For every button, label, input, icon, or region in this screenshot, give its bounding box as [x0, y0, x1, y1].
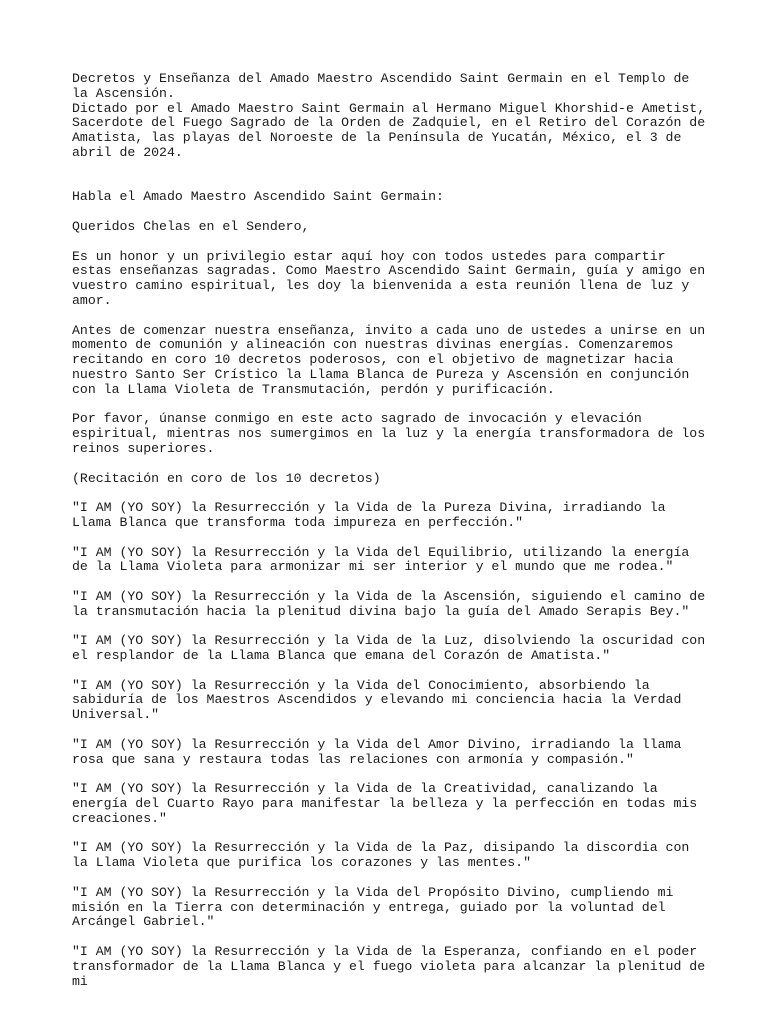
intro-paragraph-1: Es un honor y un privilegio estar aquí hoy con todos ustedes para compartir estas enseñanzas sagradas. Como Maestro Ascendido Saint Germain, guía y amigo en vuestro camino espiritual, les doy la bienvenida a esta reunión llena de luz y amor. — [72, 248, 714, 308]
decree-9: "I AM (YO SOY) la Resurrección y la Vida del Propósito Divino, cumpliendo mi misión en la Tierra con determinación y entrega, guiado por la voluntad del Arcángel Gabriel." — [72, 884, 682, 930]
decree-2: "I AM (YO SOY) la Resurrección y la Vida del Equilibrio, utilizando la energía de la Llama Violeta para armonizar mi ser interior y el mundo que me rodea." — [72, 544, 698, 575]
blank-line — [72, 176, 712, 191]
decree-7: "I AM (YO SOY) la Resurrección y la Vida de la Creatividad, canalizando la energía del Cuarto Rayo para manifestar la belleza y la perfección en todas mis creaciones." — [72, 781, 706, 826]
greeting-line: Queridos Chelas en el Sendero, — [72, 218, 310, 234]
recitation-note: (Recitación en coro de los 10 decretos) — [72, 470, 381, 486]
decree-5: "I AM (YO SOY) la Resurrección y la Vida del Conocimiento, absorbiendo la sabiduría de los Maestros Ascendidos y elevando mi conciencia hacia la Verdad Universal." — [72, 677, 690, 723]
document-page — [72, 72, 712, 989]
decree-4: "I AM (YO SOY) la Resurrección y la Vida de la Luz, disolviendo la oscuridad con el resplandor de la Llama Blanca que emana del Corazón de Amatista." — [72, 633, 714, 664]
intro-paragraph-2: Antes de comenzar nuestra enseñanza, invito a cada uno de ustedes a unirse en un momento de comunión y alineación con nuestras divinas energías. Comenzaremos recitando en coro 10 decretos poderosos, con el objetivo de magnetizar hacia nuestro Santo Ser Crístico la Llama Blanca de Pureza y Ascensión en conjunción con la Llama Violeta de Transmutación, perdón y purificación. — [72, 322, 714, 397]
document-title-line: Decretos y Enseñanza del Amado Maestro Ascendido Saint Germain en el Templo de la Ascensión. — [72, 71, 698, 101]
decree-8: "I AM (YO SOY) la Resurrección y la Vida de la Paz, disipando la discordia con la Llama Violeta que purifica los corazones y las mentes." — [72, 840, 698, 871]
dictation-credit: Dictado por el Amado Maestro Saint Germain al Hermano Miguel Khorshid-e Ametist, Sacerdote del Fuego Sagrado de la Orden de Zadquiel, en el Retiro del Corazón de Amatista, las playas del Noroeste de la Península de Yucatán, México, el 3 de abril de 2024. — [72, 100, 714, 160]
decree-10: "I AM (YO SOY) la Resurrección y la Vida de la Esperanza, confiando en el poder transformador de la Llama Blanca y el fuego violeta para alcanzar la plenitud de mi — [72, 944, 714, 989]
decree-1: "I AM (YO SOY) la Resurrección y la Vida de la Pureza Divina, irradiando la Llama Blanca que transforma toda impureza en perfección." — [72, 500, 674, 530]
decree-3: "I AM (YO SOY) la Resurrección y la Vida de la Ascensión, siguiendo el camino de la transmutación hacia la plenitud divina bajo la guía del Amado Serapis Bey." — [72, 588, 714, 619]
intro-paragraph-3: Por favor, únanse conmigo en este acto sagrado de invocación y elevación espiritual, mientras nos sumergimos en la luz y la energía transformadora de los reinos superiores. — [72, 411, 714, 456]
speaker-line: Habla el Amado Maestro Ascendido Saint Germain: — [72, 189, 444, 205]
decree-6: "I AM (YO SOY) la Resurrección y la Vida del Amor Divino, irradiando la llama rosa que sana y restaura todas las relaciones con armonía y compasión." — [72, 736, 690, 767]
